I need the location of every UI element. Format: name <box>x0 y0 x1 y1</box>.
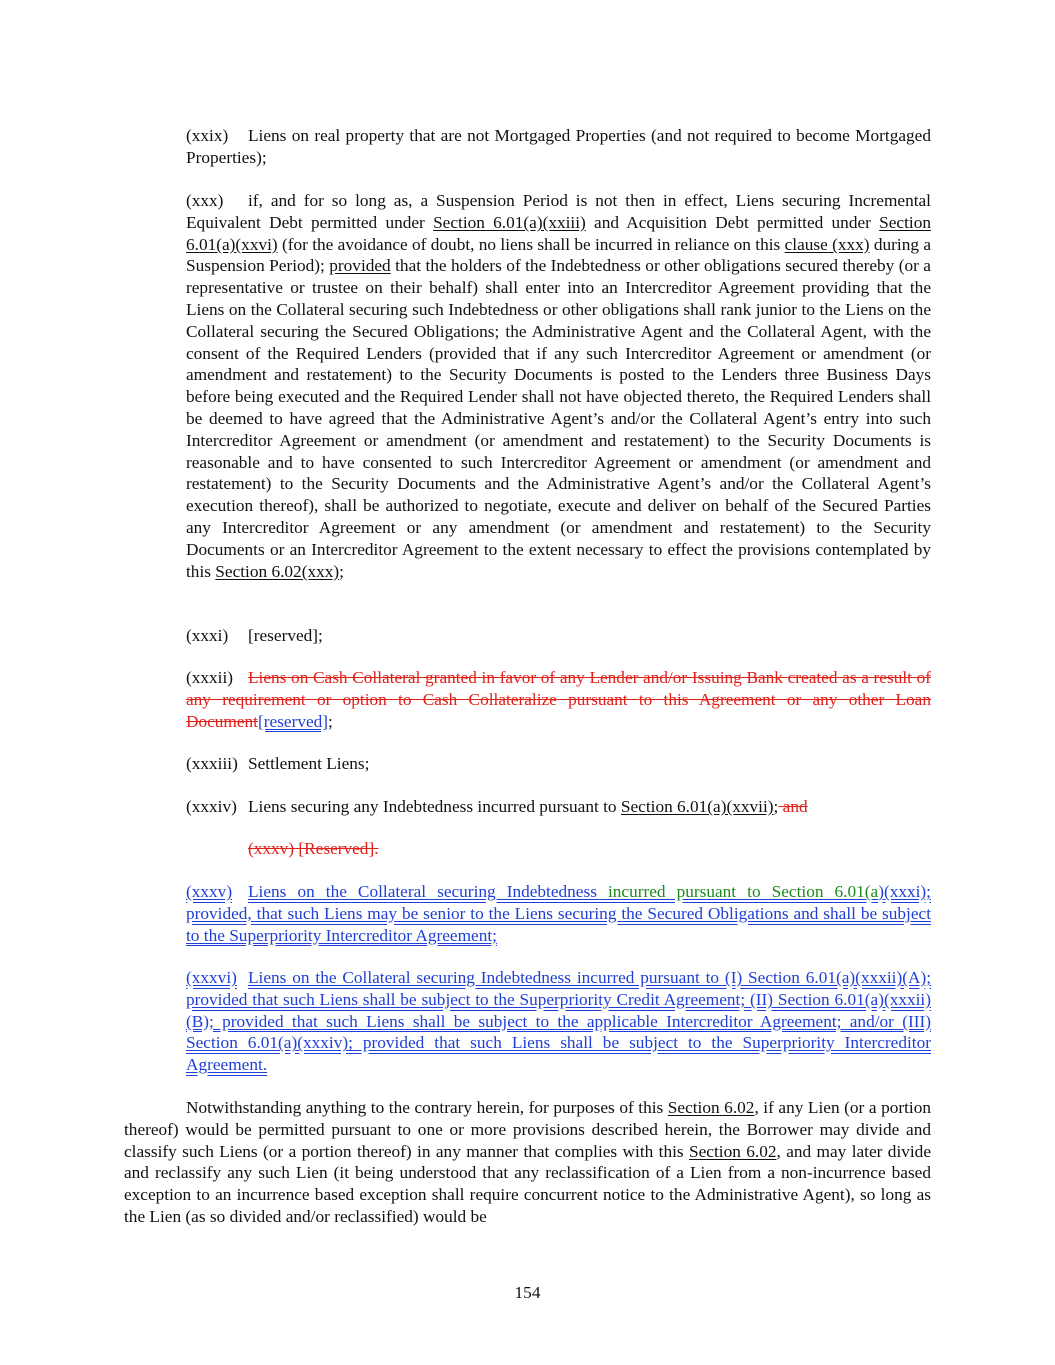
clause-text: (for the avoidance of doubt, no liens shall be incurred in reliance on this <box>277 234 785 254</box>
clause-text: ; <box>773 797 779 816</box>
deleted-text: and <box>778 797 808 816</box>
clause-xxxii <box>186 667 931 732</box>
section-reference: Section 6.01(a)(xxvii) <box>620 797 774 816</box>
inserted-text: Liens on the Collateral securing Indebtedness <box>248 882 608 901</box>
clause-text: Liens on real property that are not Mortgaged Properties (and not required to become Mortgaged Properties); <box>186 126 931 167</box>
clause-text: Settlement Liens; <box>248 754 370 773</box>
clause-number: (xxxiii) <box>186 754 238 773</box>
section-reference: Section 6.01(a)(xxvi) <box>186 212 931 254</box>
section-reference: Section 6.02 <box>667 1098 755 1117</box>
paragraph-text: , and may later divide and reclassify any such Lien (it being understood that any reclassification of a Lien from a non-incurrence based exception to an incurrence based exception shall require concurrent notice to the Administrative Agent), so long as the Lien (as so divided and/or reclassified) would be <box>124 1141 931 1226</box>
clause-xxxv-deleted <box>186 838 931 860</box>
deleted-text: Liens on Cash Collateral granted in favor of any Lender and/or Issuing Bank created as a result of any requirement or option to Cash Collateralize pursuant to this Agreement or any other Loan Document <box>186 668 931 731</box>
notwithstanding-paragraph <box>124 1097 931 1228</box>
clause-text: and Acquisition Debt permitted under <box>585 212 880 232</box>
page-number: 154 <box>514 1283 541 1302</box>
section-reference: Section 6.01(a)(xxiii) <box>433 212 586 232</box>
inserted-text: [reserved] <box>258 711 329 731</box>
clause-xxix <box>186 125 931 169</box>
clause-text: [reserved]; <box>248 626 323 645</box>
defined-term: provided <box>329 256 391 276</box>
clause-text: if, and for so long as, a Suspension Period is not then in effect, Liens securing Incremental Equivalent Debt permitted under <box>186 191 931 232</box>
clause-number: (xxx) <box>186 191 224 210</box>
clause-xxxvi-inserted <box>186 967 931 1076</box>
clause-xxxiv <box>186 796 931 818</box>
paragraph-text: Notwithstanding anything to the contrary herein, for purposes of this <box>186 1098 668 1117</box>
clause-number: (xxxv) <box>186 882 233 901</box>
clause-xxxv-inserted <box>186 881 931 946</box>
clause-number: (xxxii) <box>186 668 234 687</box>
clause-number: (xxxvi) <box>186 968 237 987</box>
clause-xxxi <box>186 625 931 647</box>
clause-xxx <box>186 190 931 582</box>
moved-text: incurred pursuant to Section 6.01(a <box>607 882 879 901</box>
clause-text: ; <box>339 561 344 581</box>
section-reference: Section 6.02(xxx) <box>215 561 340 581</box>
section-reference: clause (xxx) <box>784 234 870 254</box>
clause-xxxiii <box>186 753 931 775</box>
clause-text: ; <box>328 711 333 731</box>
clause-number: (xxxiv) <box>186 797 237 816</box>
clause-number: (xxxi) <box>186 626 229 645</box>
inserted-text: )(xxxi); provided, that such Liens may be senior to the Liens securing the Secured Obligations and shall be subject to the Superpriority Intercreditor Agreement; <box>186 882 931 945</box>
clause-text: Liens securing any Indebtedness incurred pursuant to <box>248 797 621 816</box>
clause-number: (xxix) <box>186 126 229 145</box>
paragraph-text: , if any Lien (or a portion thereof) would be permitted pursuant to one or more provisions described herein, the Borrower may divide and classify such Liens (or a portion thereof) in any manner that complies with this <box>124 1098 931 1161</box>
clause-text: that the holders of the Indebtedness or other obligations secured thereby (or a representative or trustee on their behalf) shall enter into an Intercreditor Agreement providing that the Liens on the Collateral securing such Indebtedness or other obligations shall rank junior to the Liens on the Collateral securing the Secured Obligations; the Administrative Agent and the Collateral Agent, with the consent of the Required Lenders (provided that if any such Intercreditor Agreement or amendment (or amendment and restatement) to the Security Documents is posted to the Lenders three Business Days before being executed and the Required Lender shall not have objected thereto, the Required Lenders shall be deemed to have agreed that the Administrative Agent’s and/or the Collateral Agent’s entry into such Intercreditor Agreement or amendment (or amendment and restatement) to the Security Documents is reasonable and to have consented to such Intercreditor Agreement or amendment (or amendment and restatement) to the Security Documents and the Administrative Agent’s and/or the Collateral Agent’s execution thereof), shall be authorized to negotiate, execute and deliver on behalf of the Secured Parties any Intercreditor Agreement or any amendment (or amendment and restatement) to the Security Documents or an Intercreditor Agreement to the extent necessary to effect the provisions contemplated by this <box>186 256 931 581</box>
deleted-text: (xxxv) [Reserved]. <box>248 839 379 858</box>
inserted-text: Liens on the Collateral securing Indebtedness incurred pursuant to (I) Section 6.01(a)(xxxii)(A); provided that such Liens shall be subject to the Superpriority Credit Agreement; (II) Section 6.01(a)(xxxii)(B); provided that such Liens shall be subject to the applicable Intercreditor Agreement; and/or (III) Section 6.01(a)(xxxiv); provided that such Liens shall be subject to the Superpriority Intercreditor Agreement. <box>186 968 931 1075</box>
section-reference: Section 6.02 <box>689 1141 777 1161</box>
clause-text: during a Suspension Period); <box>186 234 931 276</box>
